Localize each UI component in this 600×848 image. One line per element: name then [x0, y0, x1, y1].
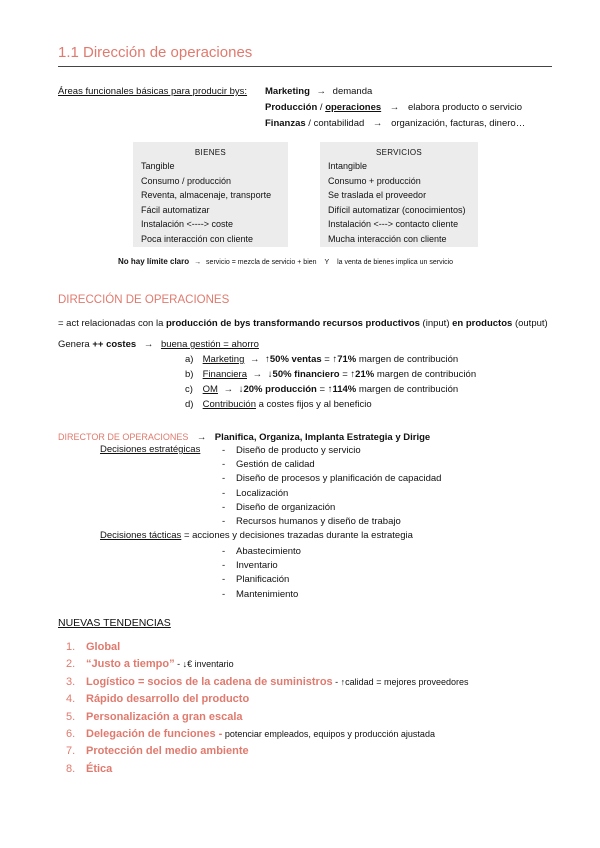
list-item: 3. Logístico = socios de la cadena de suministros - ↑calidad = mejores proveedores: [66, 675, 469, 688]
servicios-row: Difícil automatizar (conocimientos): [328, 204, 466, 215]
arrow-icon: →: [143, 339, 154, 350]
item-rest: margen de contribución: [356, 354, 459, 365]
list-item: 1. Global: [66, 641, 121, 653]
bienes-row: Fácil automatizar: [141, 204, 210, 215]
arrow-icon: →: [223, 384, 234, 395]
bienes-row: Instalación <----> coste: [141, 219, 234, 229]
direccion-item-b: [185, 369, 476, 380]
list-item: - Recursos humanos y diseño de trabajo: [222, 516, 401, 528]
arrow-icon: →: [316, 86, 327, 97]
list-item: - Mantenimiento: [222, 588, 299, 600]
servicios-box: [320, 142, 478, 247]
list-item: - Diseño de producto y servicio: [222, 445, 361, 456]
list-item: 2. “Justo a tiempo” - ↓€ inventario: [66, 658, 234, 671]
list-item: - Diseño de organización: [222, 501, 336, 513]
bienes-row: Consumo / producción: [141, 175, 232, 186]
def-pre: = act relacionadas con la: [58, 318, 166, 329]
direccion-heading: DIRECCIÓN DE OPERACIONES: [58, 294, 230, 306]
item-letter: a): [185, 354, 194, 365]
areas-label: Áreas funcionales básicas para producir bys:: [58, 86, 248, 97]
item-name: Marketing: [202, 354, 245, 365]
bienes-row: Tangible: [141, 161, 175, 171]
item-letter: b): [185, 369, 194, 380]
marketing-name: Marketing: [265, 86, 310, 97]
item-rest: margen de contribución: [374, 369, 477, 380]
item-eq: =: [339, 369, 351, 380]
produccion-desc: elabora producto o servicio: [407, 102, 523, 113]
item-eq: =: [321, 354, 333, 365]
area-marketing: [265, 86, 372, 97]
list-item: - Abastecimiento: [222, 546, 301, 557]
servicios-header: SERVICIOS: [375, 148, 423, 157]
finanzas-name: Finanzas: [265, 118, 306, 129]
list-item: 8. Ética: [66, 762, 113, 775]
finanzas-sep: / contabilidad: [305, 118, 365, 129]
item-eq: =: [316, 384, 328, 395]
def-bold2: en productos: [452, 318, 513, 329]
director-bold: Planifica, Organiza, Implanta Estrategia y Dirige: [214, 432, 431, 443]
item-letter: d): [185, 399, 194, 410]
genera-pre: Genera: [58, 339, 93, 350]
servicios-row: Mucha interacción con cliente: [328, 233, 447, 244]
area-produccion: [265, 102, 522, 113]
tendencias-list: [66, 639, 469, 778]
item-bold2: ↑71%: [332, 354, 357, 365]
limite-y: Y: [324, 259, 330, 266]
arrow-icon: →: [252, 369, 263, 380]
tacticas-label: Decisiones tácticas: [100, 530, 182, 541]
bienes-header: BIENES: [194, 148, 227, 157]
bienes-row: Poca interacción con cliente: [141, 233, 254, 244]
def-bold1: producción de bys transformando recursos productivos: [166, 318, 420, 329]
area-finanzas: [265, 118, 525, 129]
list-item: 5. Personalización a gran escala: [66, 710, 243, 723]
tacticas-list: [222, 545, 301, 602]
direccion-item-a: [185, 354, 458, 365]
servicios-row: Consumo + producción: [328, 175, 421, 186]
bienes-row: Reventa, almacenaje, transporte: [141, 190, 272, 200]
finanzas-desc: organización, facturas, dinero…: [391, 118, 526, 129]
item-name: Contribución: [202, 399, 256, 410]
tendencias-heading: NUEVAS TENDENCIAS: [58, 617, 171, 629]
bienes-box: [133, 142, 288, 247]
item-bold2: ↑21%: [350, 369, 375, 380]
director-line: [58, 427, 430, 445]
item-bold2: ↑114%: [327, 384, 357, 395]
produccion-name: Producción: [265, 102, 318, 113]
produccion-sep: /: [317, 102, 326, 113]
arrow-icon: →: [389, 102, 400, 113]
arrow-icon: →: [372, 118, 383, 129]
arrow-icon: →: [250, 354, 260, 365]
list-item: - Localización: [222, 487, 289, 499]
servicios-row: Intangible: [328, 161, 368, 171]
direccion-item-c: [185, 384, 458, 395]
list-item: 6. Delegación de funciones - potenciar empleados, equipos y producción ajustada: [66, 728, 435, 741]
estrategicas-label: Decisiones estratégicas: [100, 444, 201, 455]
servicios-row: Instalación <---> contacto cliente: [328, 219, 459, 229]
genera-bold: ++ costes: [92, 339, 137, 350]
item-bold: ↑50% ventas: [265, 354, 322, 365]
list-item: - Gestión de calidad: [222, 459, 315, 471]
item-name: OM: [202, 384, 218, 395]
item-letter: c): [185, 384, 193, 395]
def-mid: (input): [419, 318, 453, 329]
genera-line: [58, 339, 259, 350]
list-item: 7. Protección del medio ambiente: [66, 745, 249, 758]
list-item: 4. Rápido desarrollo del producto: [66, 693, 250, 706]
item-name: Financiera: [202, 369, 247, 380]
arrow-icon: →: [196, 432, 207, 443]
direccion-item-d: [185, 399, 372, 410]
director-label: DIRECTOR DE OPERACIONES: [58, 432, 189, 442]
servicios-row: Se traslada el proveedor: [328, 190, 427, 200]
page-title: 1.1 Dirección de operaciones: [58, 44, 253, 61]
list-item: - Diseño de procesos y planificación de capacidad: [222, 473, 442, 485]
direccion-definition: [58, 318, 548, 329]
item-bold: ↓50% financiero: [267, 369, 340, 380]
limite-text2: la venta de bienes implica un servicio: [337, 259, 454, 266]
title-divider: [58, 66, 552, 67]
tacticas-line: [100, 530, 413, 541]
limite-bold: No hay límite claro: [118, 257, 190, 266]
list-item: - Inventario: [222, 560, 278, 572]
genera-underline: buena gestión = ahorro: [160, 339, 259, 350]
marketing-desc: demanda: [332, 86, 373, 97]
item-bold: ↓20% producción: [238, 384, 317, 395]
def-post: (output): [512, 318, 548, 329]
tacticas-def: = acciones y decisiones trazadas durante la estrategia: [181, 530, 413, 541]
list-item: - Planificación: [222, 574, 290, 586]
operaciones-name: operaciones: [325, 102, 382, 113]
limite-note: [118, 257, 453, 266]
arrow-icon: →: [194, 259, 202, 266]
limite-text: servicio = mezcla de servicio + bien: [206, 259, 317, 266]
item-rest: a costes fijos y al beneficio: [255, 399, 372, 410]
item-rest: margen de contribución: [356, 384, 459, 395]
estrategicas-list: [222, 444, 441, 529]
